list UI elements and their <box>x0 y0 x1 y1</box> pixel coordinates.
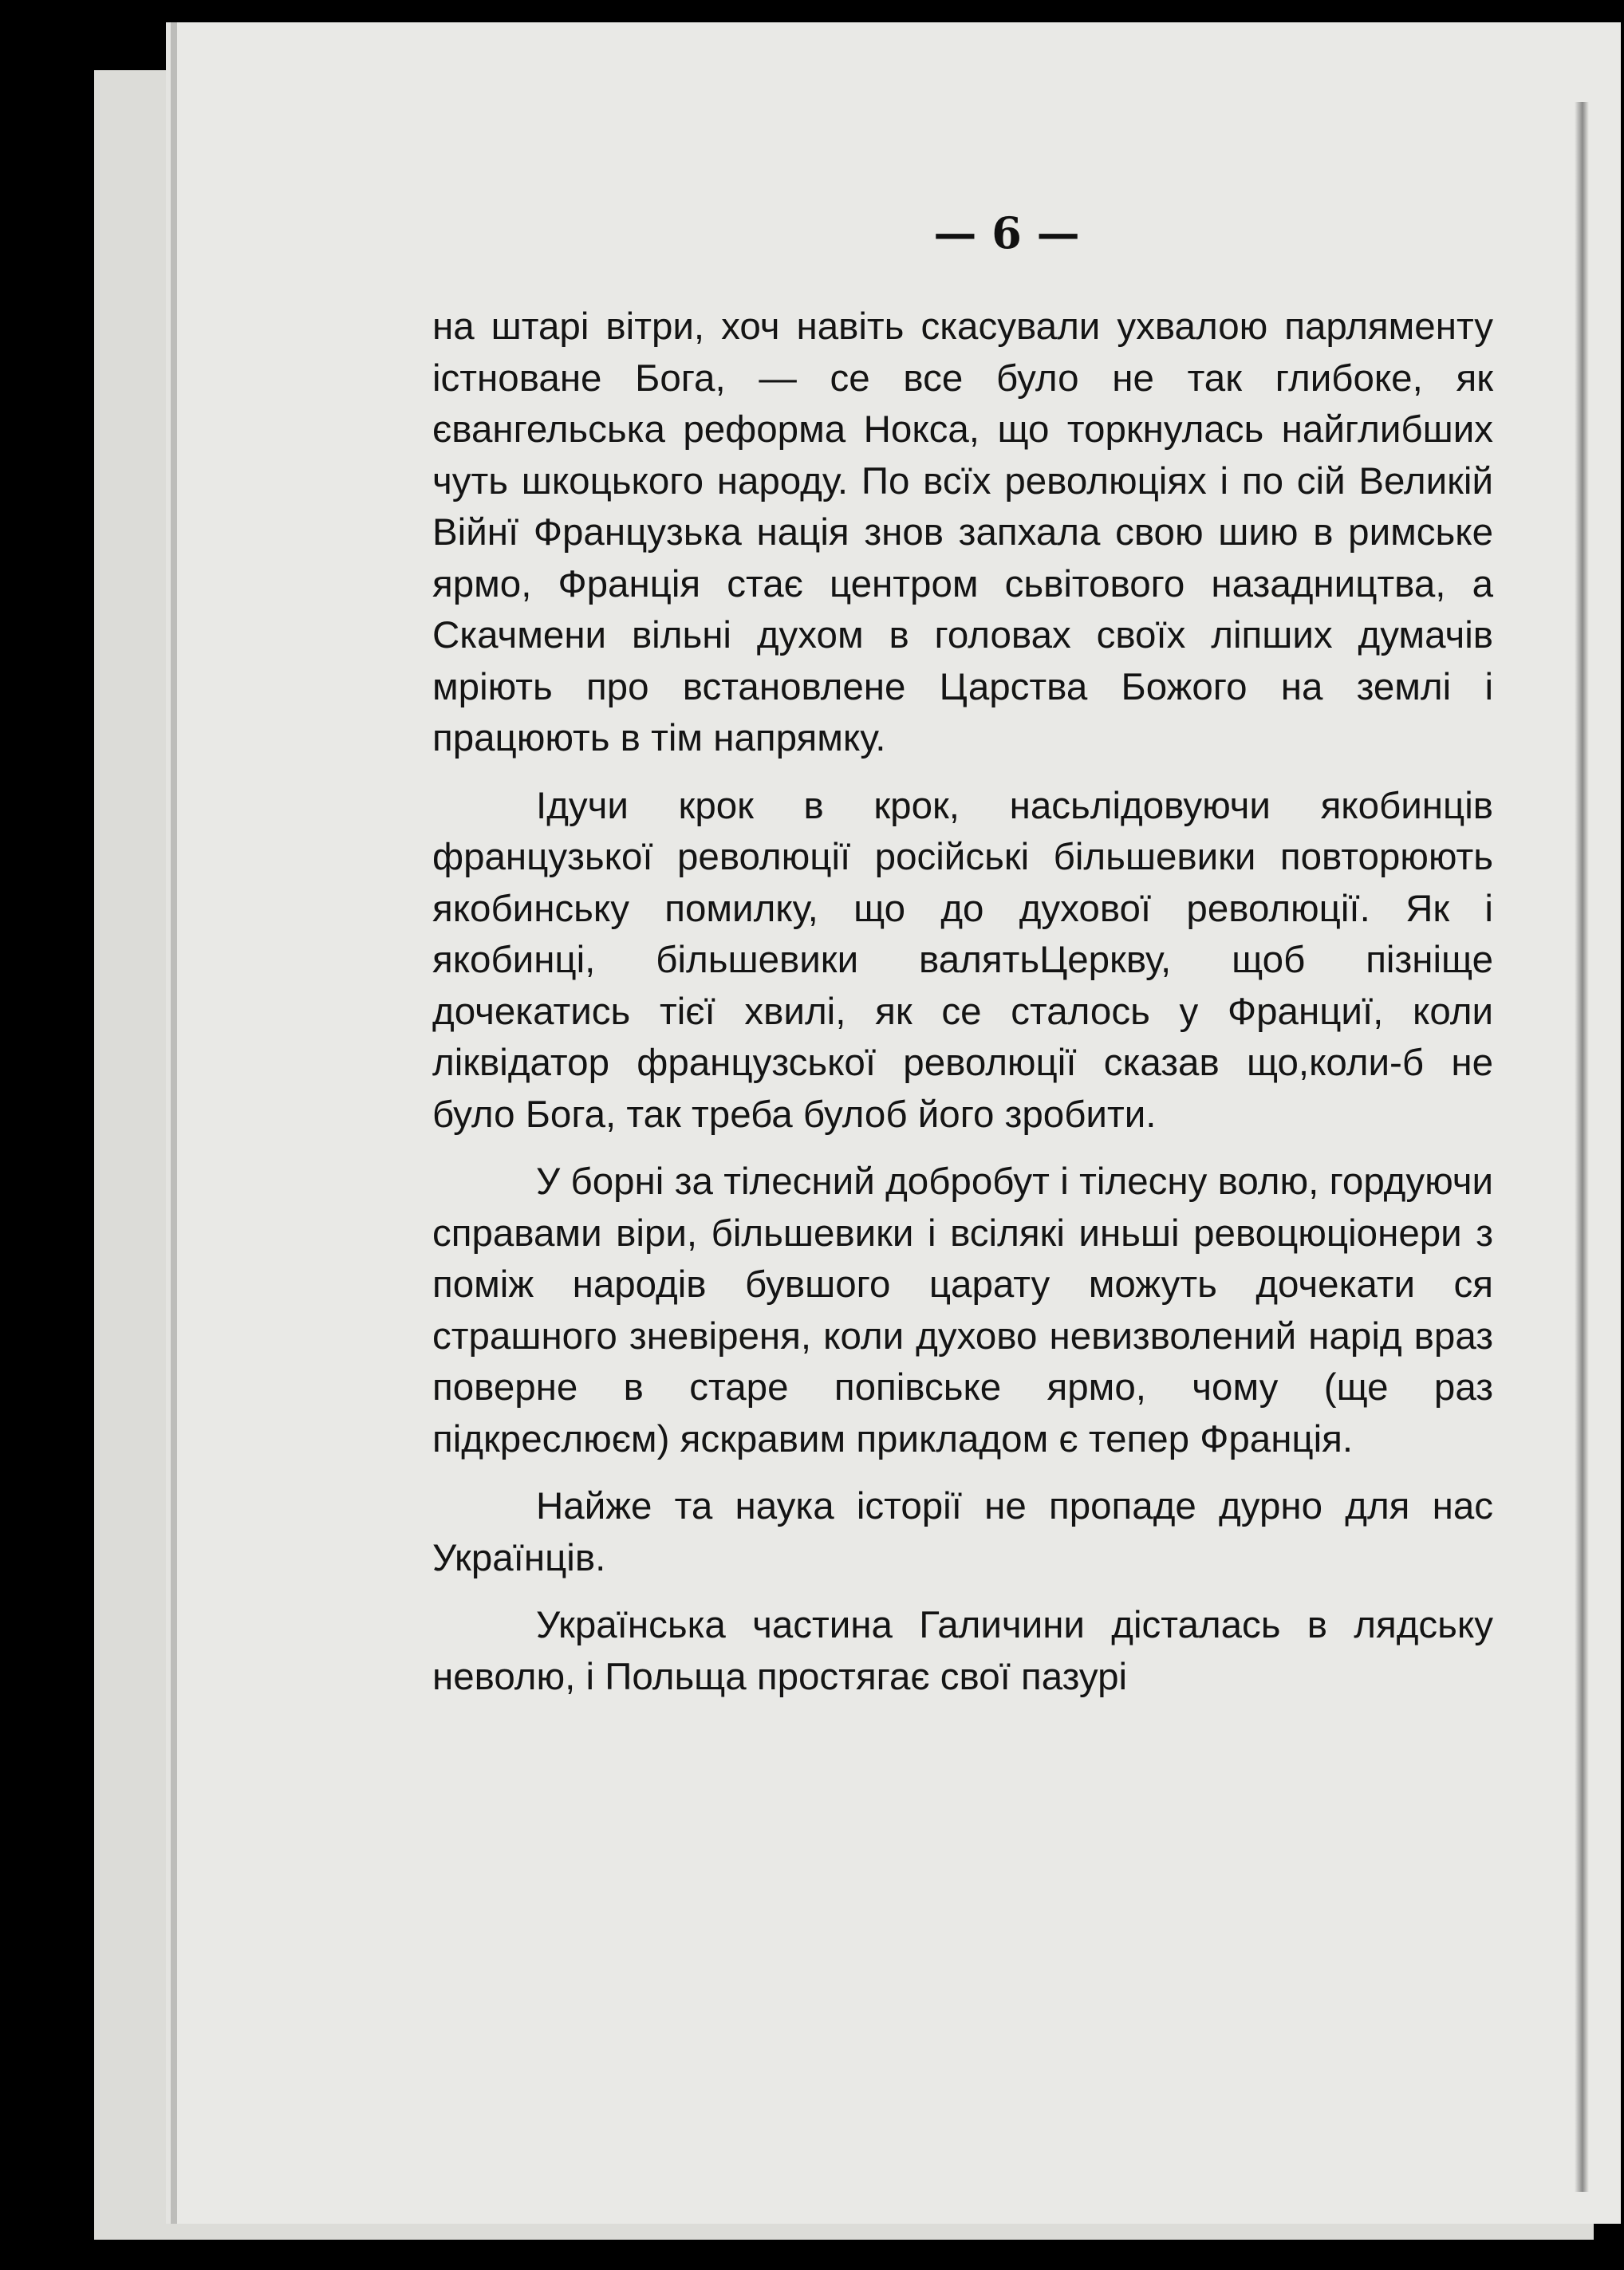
paragraph-4: Найже та наука історії не пропаде дурно для нас Українців. <box>432 1485 1493 1579</box>
paragraph-3: У борні за тілесний добробут і тілесну волю, гордуючи справами віри, більшевики і всілякі иньші ревоцюціонери з поміж народів бувшого царату можуть дочекати ся страшного зневіреня, коли духово невизволений нарід враз поверне в старе попівське ярмо, чому (ще раз підкреслюєм) яскравим прикладом є тепер Франція. <box>432 1161 1493 1460</box>
body-text <box>432 301 1493 1703</box>
paragraph-5: Українська частина Галичини дісталась в лядську неволю, і Польща простягає свої пазурі <box>432 1604 1493 1698</box>
paragraph-2: Ідучи крок в крок, насьлідовуючи якобинців французької революції російські більшевики повторюють якобинську помилку, що до духової революції. Як і якобинці, більшевики валятьЦеркву, щоб пізніще дочекатись тієї хвилі, як се сталось у Франциї, коли ліквідатор французської революції сказав що,коли-б не було Бога, так треба булоб його зробити. <box>432 784 1493 1136</box>
page-number: — 6 — <box>933 207 1080 258</box>
paragraph-1: на штарі вітри, хоч навіть скасували ухвалою парляменту істноване Бога, — се все було не так глибоке, як євангельська реформа Нокса, що торкнулась найглибших чуть шкоцького народу. По всїх революціях і по сій Великій Війнї Французька нація знов запхала свою шию в римське ярмо, Франція стає центром сьвітового назадництва, а Скачмени вільні духом в головах своїх ліпших думачів мріють про встановлене Царства Божого на землі і працюють в тім напрямку. <box>432 305 1493 759</box>
